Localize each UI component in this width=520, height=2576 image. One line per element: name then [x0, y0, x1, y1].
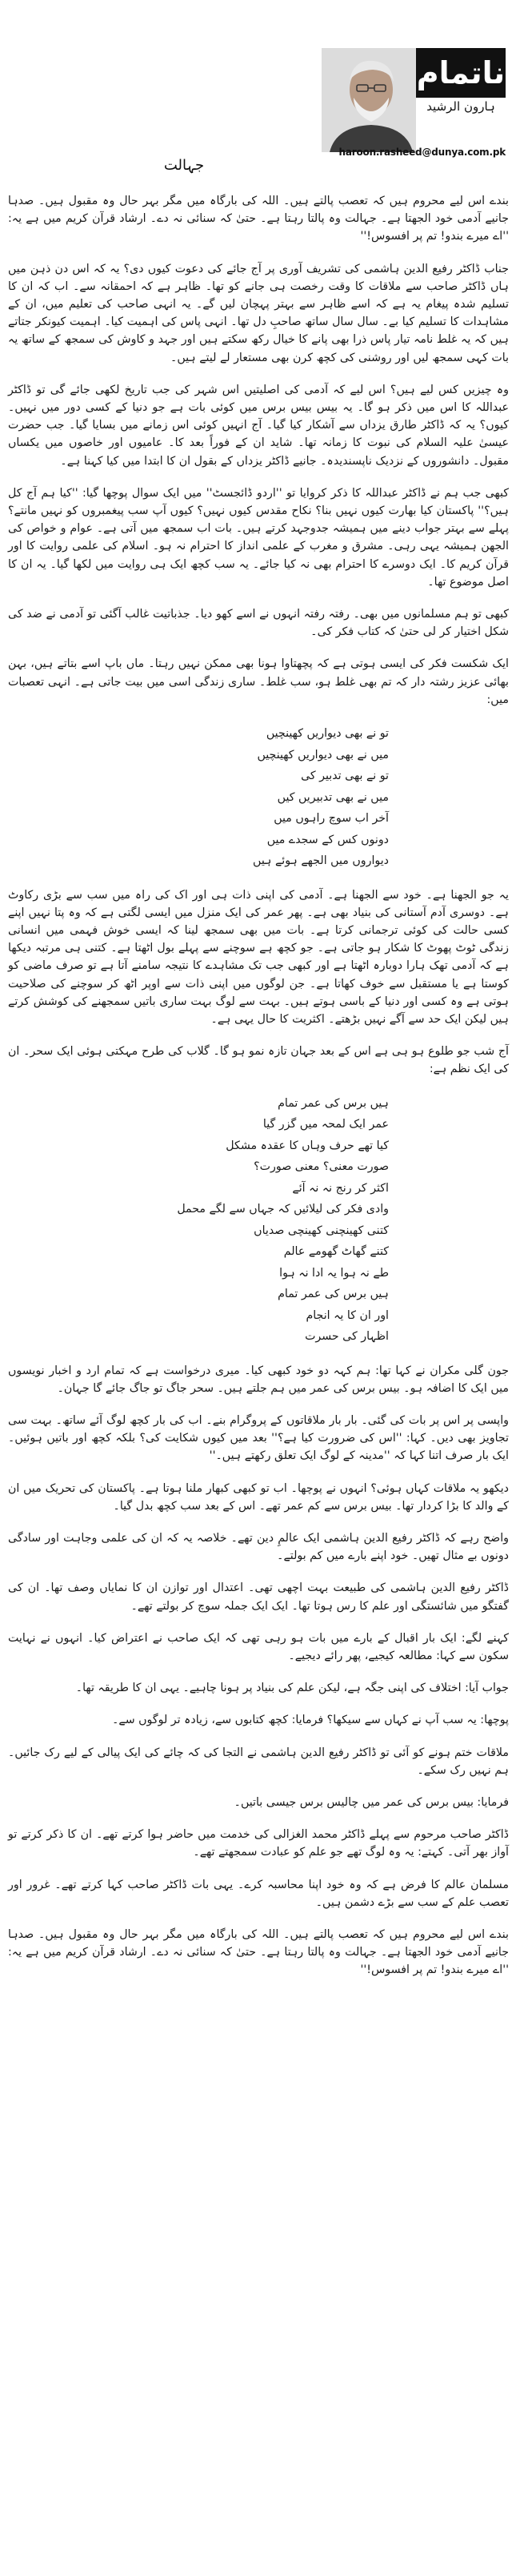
article-title: جہالت [163, 157, 205, 174]
poem-line: طے نہ ہوا یہ ادا نہ ہوا [279, 1266, 389, 1280]
paragraph: ڈاکٹر صاحب مرحوم سے پہلے ڈاکٹر محمد الغزالی کی خدمت میں حاضر ہوا کرتے تھے۔ ان کا ذکر کرتے تو آواز بھر آتی۔ کہتے: یہ وہ لوگ تھے جو علم کو عبادت سمجھتے تھے۔ [8, 1828, 509, 1859]
paragraph: جناب ڈاکٹر رفیع الدین ہاشمی کی تشریف آوری پر آج جائے کی دعوت کیوں دی؟ یہ کہ اس دن ذہن میں ہاں ڈاکٹر صاحب سے ملاقات کا وقت رخصت ہی جانے کو تھا۔ ظاہر ہے کہ احمقانہ سے۔ اب کہ ان کا تسلیم شدہ پیغام یہ ہے کہ اسے ظاہر سے بہتر پہچان لیں گے۔ یہ انہی صاحب کی تعلیم میں، ان کے مشاہدات کا تسلیم کیا بے۔ سال سال ساتھ صاحبِ دل تھا۔ انہی پاس کی اہمیت کیا۔ اہمیت کیونکر جتاتے ہیں کہ یہ غلط نامہ تیار پاس ذرا بھی پانے کا خیال رکھ سکتے ہیں اور جہد و کاوش کی سمجھ کے ساتھ یہ بات کہی سمجھ لیں اور روشنی کی کچھ کرن بھی مستعار لے لیتے ہیں۔ [8, 262, 509, 364]
poem-line: اور ان کا یہ انجام [306, 1308, 389, 1322]
poem-line: میں نے بھی تدبیریں کیں [277, 790, 389, 804]
poem-line: آخر اب سوچ راہوں میں [274, 812, 389, 826]
poem-line: تو نے بھی تدبیر کی [301, 770, 389, 783]
paragraph: بندے اس لیے محروم ہیں کہ تعصب پالتے ہیں۔ اللہ کی بارگاہ میں مگر بہر حال وہ مقبول ہیں۔ صدہا جانیے آدمی خود الجھتا ہے۔ جہالت وہ پالتا رہتا ہے۔ حتیٰ کہ سنائی نہ دے۔ ارشاد قرآن کریم میں ہے یہ: ''اے میرے بندو! تم پر افسوس!'' [8, 195, 509, 243]
paragraph: ڈاکٹر رفیع الدین ہاشمی کی طبیعت بہت اچھی تھی۔ اعتدال اور توازن ان کا نمایاں وصف تھا۔ ان کی گفتگو میں شائستگی اور علم کا رس ہوتا تھا۔ ایک ایک جملہ سوچ کر بولتے تھے۔ [8, 1581, 509, 1613]
paragraph: بندے اس لیے محروم ہیں کہ تعصب پالتے ہیں۔ اللہ کی بارگاہ میں مگر بہر حال وہ مقبول ہیں۔ صدہا جانیے آدمی خود الجھتا ہے۔ جہالت وہ پالتا رہتا ہے۔ حتیٰ کہ سنائی نہ دے۔ ارشاد قرآن کریم میں ہے یہ: ''اے میرے بندو! تم پر افسوس!'' [8, 1928, 509, 1977]
poem-line: تو نے بھی دیواریں کھینچیں [266, 727, 389, 741]
paragraph: کہنے لگے: ایک بار اقبال کے بارے میں بات ہو رہی تھی کہ ایک صاحب نے اعتراض کیا۔ انہوں نے نہایت سکون سے کہا: مطالعہ کیجیے، پھر رائے دیجیے۔ [8, 1631, 509, 1663]
article-body [8, 192, 509, 1994]
poem-line: ہیں برس کی عمر تمام [278, 1288, 389, 1301]
poem-line: کیا تھے حرف وہاں کا عقدہ مشکل [226, 1139, 389, 1152]
paragraph: کبھی جب ہم نے ڈاکٹر عبداللہ کا ذکر کروایا تو ''اردو ڈائجسٹ'' میں ایک سوال پوچھا گیا: ''کیا ہم آج کل ہیں؟'' پاکستان کیا بھارت کیوں نہیں بنا؟ نکاح مقدس کیوں نہیں؟ کیوں آپ سب پیغمبروں کو نہیں مانتے؟ پہلے سے بہتر جواب دینے میں ہمیشہ جدوجہد کرتے ہیں۔ بات اب سمجھ میں آتی ہے۔ عوام و خواص کی الجھن ہمیشہ یہی رہی۔ مشرق و مغرب کے علمی انداز کا احترام نہ ہو۔ اسلام کی علمی روایت کا اور قرآن کریم کا۔ ایک دوسرے کا احترام بھی نہ کیا جائے۔ یہ سب کچھ ایک ہی روایت میں لکھا گیا۔ یہ ان کا اصل موضوع تھا۔ [8, 486, 509, 589]
paragraph: فرمایا: بیس برس کی عمر میں چالیس برس جیسی باتیں۔ [234, 1796, 509, 1810]
paragraph: مسلمان عالم کا فرض ہے کہ وہ خود اپنا محاسبہ کرے۔ یہی بات ڈاکٹر صاحب کہا کرتے تھے۔ غرور اور تعصب علم کے سب سے بڑے دشمن ہیں۔ [8, 1878, 509, 1909]
poem-line: اظہار کی حسرت [305, 1330, 389, 1344]
poem-line: دونوں کس کے سجدے میں [266, 833, 389, 846]
paragraph: جواب آیا: اختلاف کی اپنی جگہ ہے، لیکن علم کی بنیاد پر ہونا چاہیے۔ یہی ان کا طریقہ تھا۔ [75, 1682, 509, 1695]
paragraph: ملاقات ختم ہونے کو آئی تو ڈاکٹر رفیع الدین ہاشمی نے التجا کی کہ چائے کی ایک پیالی کے لیے رک جائیں۔ ہم نہیں رک سکے۔ [8, 1746, 509, 1777]
poem-line: دیواروں میں الجھے ہوئے ہیں [253, 854, 389, 868]
poem-line: کتنے گھاٹ گھومے عالم [283, 1245, 389, 1259]
column-header [0, 0, 520, 174]
paragraph: ایک شکست فکر کی ایسی ہوتی ہے کہ پچھتاوا ہونا بھی ممکن نہیں رہتا۔ ماں باپ اسے بتاتے ہیں، بہن بھائی عزیز رشتہ دار کہ تم بھی غلط ہو، سب غلط۔ ساری زندگی اسی میں بیت جاتی ہے۔ انہی تعصبات میں: [8, 657, 509, 706]
author-name: ہارون الرشید [426, 99, 495, 114]
poem-block [8, 723, 509, 872]
paragraph: دیکھو یہ ملاقات کہاں ہوئی؟ انہوں نے پوچھا۔ اب تو کبھی کبھار ملنا ہوتا ہے۔ پاکستان کی تحریک میں ان کے والد کا بڑا کردار تھا۔ بیس برس سے کم عمر تھے۔ اس کے بعد سب کچھ بدل گیا۔ [8, 1481, 509, 1513]
paragraph: جون گلی مکران نے کہا تھا: ہم کہہ دو خود کبھی کیا۔ میری درخواست ہے کہ تمام ارد و اخبار نویسوں میں ایک کا اضافہ ہو۔ بیس برس کی عمر میں ہم جلتے ہیں۔ سحر جاگ تو جاگ جائے گا جہان۔ [8, 1364, 509, 1395]
author-portrait-icon [322, 48, 416, 152]
paragraph: وہ چیزیں کس لیے ہیں؟ اس لیے کہ آدمی کی اصلیتیں اس شہر کی جب تاریخ لکھی جائے گی تو ڈاکٹر عبداللہ کا اس میں ذکر ہو گا۔ یہ بیس بیس برس میں کوئی بات ہے جو دنیا کے کسی دور میں نہیں۔ کیوں؟ یہ کہ ڈاکٹر طارق یزداں سے آشکار کیا گیا۔ آج انہیں کوئی اس زمانے میں بسایا گیا۔ جب حضرت عیسیٰ علیہ السلام کی نبوت کا زمانہ تھا۔ شاید ان کے فوراً بعد کا۔ عامیوں اور خاصوں میں یکساں مقبول۔ دانشوروں کے نزدیک ناپسندیدہ۔ جانیے ڈاکٹر یزداں کے بقول ان کا ابتدا میں کیا کہنا ہے۔ [8, 383, 509, 468]
paragraph: کبھی تو ہم مسلمانوں میں بھی۔ رفتہ رفتہ انہوں نے اسے کھو دیا۔ جذباتیت غالب آگئی تو آدمی نے ضد کی شکل اختیار کر لی حتیٰ کہ کتاب فکر کی۔ [8, 608, 509, 639]
paragraph: یہ جو الجھنا ہے۔ خود سے الجھنا ہے۔ آدمی کی اپنی ذات ہی اور اک کی راہ میں سب سے بڑی رکاوٹ ہے۔ دوسری آدم آستانی کی بنیاد بھی ہے۔ پھر عمر کی ایک منزل میں ایسی لگتی ہے کہ وہ پتا نہیں اپنے کسی حالت کی کوئی ترجمانی کرتا ہے۔ بات میں بھی سمجھ لینا کہ ایسی خوش فہمی میں انسانی زندگی ٹوٹ پھوٹ کا شکار ہو جاتی ہے۔ جو کچھ ہے سوچنے سے پہلے بول اٹھتا ہے۔ کتنی ہی مرتبہ دیکھا ہے کہ آدمی تھک ہارا دوبارہ اٹھتا ہے اور کبھی جب تک مشاہدے کا نتیجہ سامنے آتا ہے تو صرف ماضی کو کوستا ہے یا مستقبل سے خوف کھاتا ہے۔ جن لوگوں میں اپنی ذات سے اوپر اٹھ کر سوچنے کی صلاحیت ہوتی ہے وہ کسی اور دنیا کے باسی ہوتے ہیں۔ بہت سے لوگ بہت ساری باتیں سمجھنے کی کوشش کرتے ہیں لیکن ایک حد سے آگے نہیں بڑھتے۔ اکثریت کا حال یہی ہے۔ [8, 888, 509, 1026]
paragraph: آج شب جو طلوع ہو ہی ہے اس کے بعد جہان تازہ نمو ہو گا۔ گلاب کی طرح مہکتی ہوئی ایک سحر۔ ان کی ایک نظم ہے: [8, 1045, 509, 1076]
poem-line: صورت معنی؟ معنی صورت؟ [254, 1160, 389, 1174]
poem-line: عمر ایک لمحہ میں گزر گیا [262, 1118, 389, 1131]
poem-block [8, 1093, 509, 1348]
poem-line: ہیں برس کی عمر تمام [278, 1096, 389, 1110]
author-email[interactable]: haroon.rasheed@dunya.com.pk [338, 147, 506, 158]
author-photo [322, 48, 416, 152]
paragraph: واضح رہے کہ ڈاکٹر رفیع الدین ہاشمی ایک عالمِ دین تھے۔ خلاصہ یہ کہ ان کی علمی وجاہت اور سادگی دونوں بے مثال تھیں۔ خود اپنے بارے میں کم بولتے۔ [8, 1532, 509, 1563]
paragraph: پوچھا: یہ سب آپ نے کہاں سے سیکھا؟ فرمایا: کچھ کتابوں سے، زیادہ تر لوگوں سے۔ [112, 1714, 509, 1727]
poem-line: اکثر کر رنج نہ نہ آئے [292, 1181, 389, 1195]
poem-line: وادی فکر کی لیلائیں کہ جہاں سے لگے محمل [177, 1203, 389, 1216]
poem-line: میں نے بھی دیواریں کھینچیں [257, 748, 389, 762]
paragraph: واپسی پر اس پر بات کی گئی۔ بار بار ملاقاتوں کے پروگرام بنے۔ اب کی بار کچھ لوگ آئے ساتھ۔ بہت سی تجاویز بھی دیں۔ کہا: ''اس کی ضرورت کیا ہے؟'' بعد میں کیوں شکایت کی؟ بلکہ کچھ اور باتیں ہوئیں۔ ایک بار صرف اتنا کہا کہ ''مدینہ کے لوگ ایک تعلق رکھتے ہیں۔'' [8, 1414, 509, 1463]
column-logo: ناتمام [416, 48, 506, 98]
poem-line: کتنی کھینچنی کھینچی صدیاں [254, 1224, 389, 1237]
